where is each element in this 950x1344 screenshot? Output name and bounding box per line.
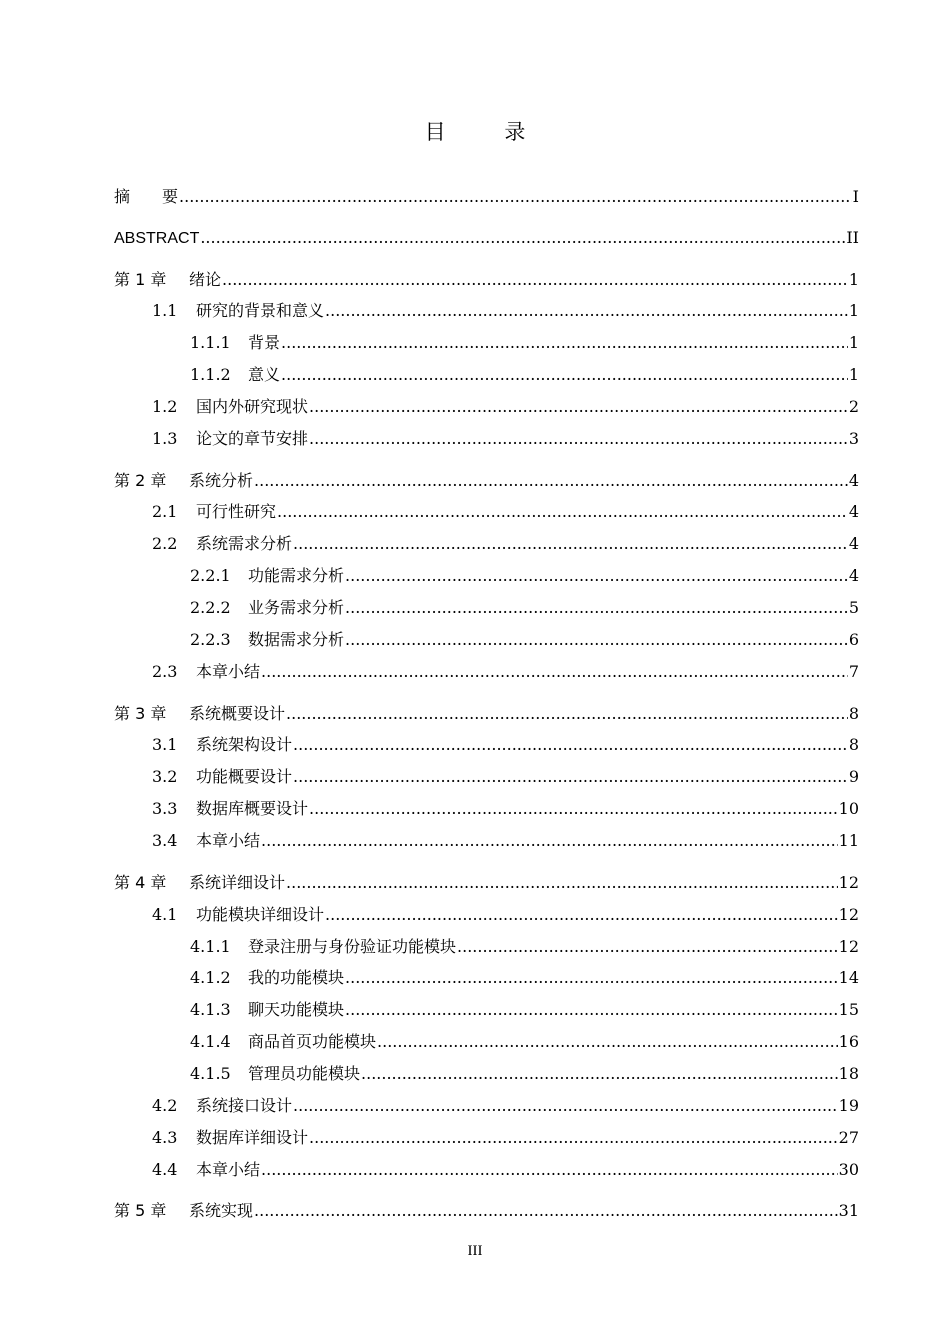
toc-entry-label: 我的功能模块 [248, 968, 345, 987]
toc-entry-page: II [846, 228, 859, 247]
toc-entry-number: 4.2 [152, 1096, 178, 1115]
toc-entry-page: 6 [848, 630, 859, 649]
toc-entry[interactable] [114, 903, 859, 927]
toc-entry-label: 系统架构设计 [196, 735, 293, 754]
toc-entry[interactable] [114, 363, 859, 387]
toc-entry-page: 15 [838, 1000, 859, 1019]
toc-entry[interactable] [114, 185, 859, 209]
toc-entry-title [190, 564, 344, 588]
toc-entry-page: 30 [838, 1160, 859, 1179]
toc-entry-page: 12 [838, 937, 859, 956]
toc-entry-page: 12 [838, 873, 859, 892]
toc-entry-title [152, 1094, 292, 1118]
toc-entry-title [190, 1062, 360, 1086]
toc-entry-title [152, 1126, 308, 1150]
dot-leader [325, 903, 838, 927]
toc-entry-page: 31 [838, 1201, 859, 1220]
dot-leader [200, 226, 845, 250]
toc-entry-title [152, 797, 308, 821]
toc-entry-title [114, 1199, 253, 1223]
toc-entry-label: 背景 [248, 333, 281, 352]
toc-entry-label: 功能需求分析 [248, 566, 345, 585]
toc-entry-title [114, 871, 285, 895]
dot-leader [286, 702, 848, 726]
dot-leader [254, 1199, 838, 1223]
toc-entry-number: 4.3 [152, 1128, 178, 1147]
toc-entry-number: 4.1.2 [190, 968, 231, 987]
dot-leader [325, 299, 848, 323]
toc-entry-label: 商品首页功能模块 [248, 1032, 377, 1051]
toc-entry-label: 业务需求分析 [248, 598, 345, 617]
toc-entry-title [152, 299, 324, 323]
dot-leader [293, 1094, 838, 1118]
dot-leader [261, 660, 848, 684]
dot-leader [281, 363, 848, 387]
toc-entry-page: 18 [838, 1064, 859, 1083]
toc-entry-label: 摘 要 [114, 187, 179, 206]
toc-entry-label: 系统详细设计 [189, 873, 286, 892]
toc-entry-title [190, 363, 280, 387]
toc-entry-number: 4.1.4 [190, 1032, 231, 1051]
toc-entry-number: 2.2.1 [190, 566, 231, 585]
toc-entry[interactable] [114, 596, 859, 620]
toc-entry[interactable] [114, 797, 859, 821]
toc-entry-number: 4.1.3 [190, 1000, 231, 1019]
toc-entry-page: 4 [848, 566, 859, 585]
toc-entry[interactable] [114, 226, 859, 250]
toc-entry-page: 4 [848, 471, 859, 490]
toc-entry[interactable] [114, 268, 859, 292]
toc-entry-title [152, 660, 260, 684]
toc-entry[interactable] [114, 331, 859, 355]
toc-entry-number: 4.1.5 [190, 1064, 231, 1083]
toc-entry-title [152, 500, 276, 524]
toc-entry-label: 绪论 [189, 270, 222, 289]
toc-entry-title [114, 226, 199, 251]
toc-entry[interactable] [114, 1199, 859, 1223]
toc-entry[interactable] [114, 1158, 859, 1182]
toc-entry-title [190, 1030, 376, 1054]
toc-entry[interactable] [114, 564, 859, 588]
dot-leader [222, 268, 848, 292]
toc-entry-page: 10 [838, 799, 859, 818]
toc-entry-page: 14 [838, 968, 859, 987]
toc-entry-label: 聊天功能模块 [248, 1000, 345, 1019]
toc-entry-page: 9 [848, 767, 859, 786]
dot-leader [179, 185, 852, 209]
toc-entry-number: 3.3 [152, 799, 178, 818]
dot-leader [345, 628, 848, 652]
toc-entry-label: 数据库概要设计 [196, 799, 309, 818]
toc-entry-page: 1 [848, 333, 859, 352]
toc-entry-number: 2.3 [152, 662, 178, 681]
toc-entry-number: 2.1 [152, 502, 178, 521]
dot-leader [345, 966, 838, 990]
toc-entry-title [152, 733, 292, 757]
toc-entry-title [190, 331, 280, 355]
toc-entry-page: 11 [838, 831, 859, 850]
toc-entry-title [114, 702, 285, 726]
toc-entry-number: 第 4 章 [114, 873, 167, 892]
toc-entry[interactable] [114, 299, 859, 323]
dot-leader [457, 935, 838, 959]
page-number: III [467, 1243, 483, 1259]
toc-entry-label: 国内外研究现状 [196, 397, 309, 416]
toc-entry-page: 1 [848, 301, 859, 320]
dot-leader [309, 427, 848, 451]
toc-entry-label: 论文的章节安排 [196, 429, 309, 448]
toc-entry-title [152, 903, 324, 927]
toc-entry-label: 本章小结 [196, 831, 261, 850]
toc-entry[interactable] [114, 469, 859, 493]
toc-entry-number: 第 5 章 [114, 1201, 167, 1220]
toc-entry-page: 2 [848, 397, 859, 416]
toc-entry-title [152, 532, 292, 556]
toc-entry[interactable] [114, 998, 859, 1022]
toc-entry-label: 登录注册与身份验证功能模块 [248, 937, 457, 956]
toc-entry-page: 5 [848, 598, 859, 617]
dot-leader [309, 797, 838, 821]
toc-entry-label: 本章小结 [196, 1160, 261, 1179]
toc-entry-label: 意义 [248, 365, 281, 384]
toc-entry-number: 2.2.2 [190, 598, 231, 617]
toc-entry[interactable] [114, 702, 859, 726]
toc-entry-title [152, 829, 260, 853]
toc-entry-number: 1.2 [152, 397, 178, 416]
toc-entry[interactable] [114, 628, 859, 652]
toc-entry-label: 系统需求分析 [196, 534, 293, 553]
toc-entry-page: 1 [848, 270, 859, 289]
toc-entry[interactable] [114, 1062, 859, 1086]
toc-entry-number: 2.2 [152, 534, 178, 553]
toc-entry-title [114, 469, 253, 493]
toc-entry[interactable] [114, 733, 859, 757]
toc-entry[interactable] [114, 1126, 859, 1150]
toc-entry-label: 系统概要设计 [189, 704, 286, 723]
toc-entry[interactable] [114, 829, 859, 853]
toc-entry-page: 8 [848, 704, 859, 723]
dot-leader [309, 1126, 838, 1150]
toc-entry[interactable] [114, 660, 859, 684]
toc-entry-label: 功能概要设计 [196, 767, 293, 786]
toc-entry-title [190, 998, 344, 1022]
dot-leader [309, 395, 848, 419]
dot-leader [254, 469, 848, 493]
toc-entry-label: 可行性研究 [196, 502, 277, 521]
toc-entry-number: 3.2 [152, 767, 178, 786]
toc-entry[interactable] [114, 395, 859, 419]
toc-entry-title [190, 596, 344, 620]
toc-entry-title [114, 185, 178, 209]
toc-entry-page: 27 [838, 1128, 859, 1147]
toc-entry-label: 研究的背景和意义 [196, 301, 325, 320]
toc-entry-label: 本章小结 [196, 662, 261, 681]
toc-entry-title [114, 268, 221, 292]
dot-leader [281, 331, 848, 355]
toc-entry-number: 2.2.3 [190, 630, 231, 649]
toc-entry-title [152, 427, 308, 451]
toc-entry-number: 第 3 章 [114, 704, 167, 723]
toc-entry-title [190, 935, 456, 959]
toc-entry-number: 4.4 [152, 1160, 178, 1179]
toc-title: 目 录 [424, 120, 552, 144]
toc-entry-label: 数据需求分析 [248, 630, 345, 649]
toc-entry-page: 8 [848, 735, 859, 754]
toc-entry-page: I [852, 187, 859, 206]
dot-leader [293, 765, 848, 789]
toc-entry-label: 管理员功能模块 [248, 1064, 361, 1083]
toc-entry-title [152, 1158, 260, 1182]
toc-entry[interactable] [114, 966, 859, 990]
toc-entry-label: 系统实现 [189, 1201, 254, 1220]
toc-entry[interactable] [114, 935, 859, 959]
toc-entry-page: 4 [848, 502, 859, 521]
toc-entry-number: 3.1 [152, 735, 178, 754]
toc-entry-page: 1 [848, 365, 859, 384]
toc-entry-page: 4 [848, 534, 859, 553]
dot-leader [277, 500, 848, 524]
dot-leader [261, 1158, 838, 1182]
dot-leader [361, 1062, 838, 1086]
dot-leader [286, 871, 838, 895]
dot-leader [261, 829, 838, 853]
toc-entry-number: 1.1.2 [190, 365, 231, 384]
toc-entry-number: 第 2 章 [114, 471, 167, 490]
dot-leader [293, 733, 848, 757]
toc-entry-number: 3.4 [152, 831, 178, 850]
toc-entry-label: 系统接口设计 [196, 1096, 293, 1115]
toc-entry-title [152, 765, 292, 789]
toc-entry-title [190, 966, 344, 990]
toc-entry-page: 7 [848, 662, 859, 681]
toc-entry-page: 12 [838, 905, 859, 924]
toc-entry-label: 功能模块详细设计 [196, 905, 325, 924]
toc-entry[interactable] [114, 532, 859, 556]
dot-leader [345, 564, 848, 588]
toc-entry[interactable] [114, 1094, 859, 1118]
toc-entry-title [152, 395, 308, 419]
dot-leader [293, 532, 848, 556]
toc-entry-number: 1.3 [152, 429, 178, 448]
toc-entry-label: ABSTRACT [114, 230, 200, 247]
toc-entry-number: 4.1.1 [190, 937, 231, 956]
toc-entry[interactable] [114, 1030, 859, 1054]
toc-entry-title [190, 628, 344, 652]
toc-entry-label: 数据库详细设计 [196, 1128, 309, 1147]
toc-entry[interactable] [114, 765, 859, 789]
toc-entry-number: 1.1 [152, 301, 178, 320]
toc-entry[interactable] [114, 427, 859, 451]
toc-entry[interactable] [114, 871, 859, 895]
toc-entry-number: 第 1 章 [114, 270, 167, 289]
toc-entry-number: 1.1.1 [190, 333, 231, 352]
dot-leader [345, 998, 838, 1022]
dot-leader [345, 596, 848, 620]
toc-entry-page: 19 [838, 1096, 859, 1115]
toc-entry-page: 16 [838, 1032, 859, 1051]
dot-leader [377, 1030, 838, 1054]
toc-entry[interactable] [114, 500, 859, 524]
toc-entry-number: 4.1 [152, 905, 178, 924]
toc-entry-label: 系统分析 [189, 471, 254, 490]
toc-entry-page: 3 [848, 429, 859, 448]
